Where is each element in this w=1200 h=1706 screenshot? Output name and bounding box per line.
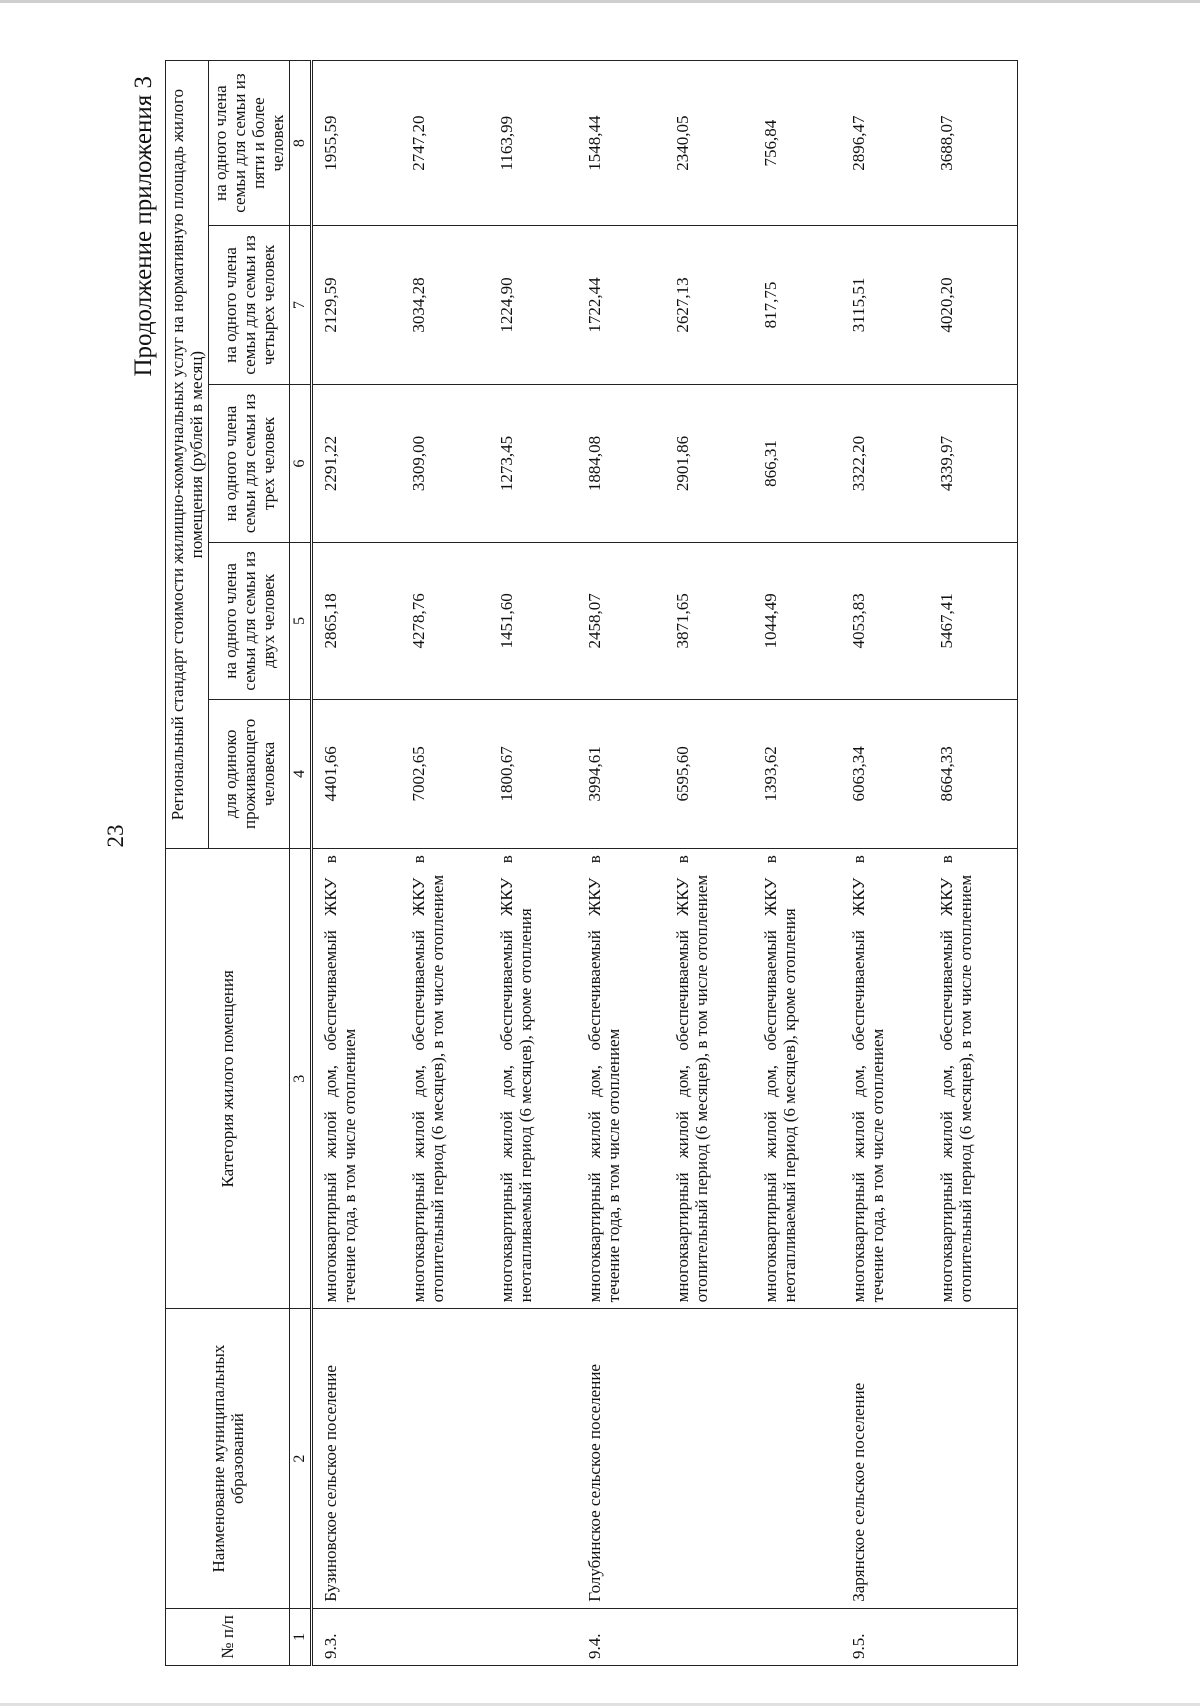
table-row (841, 61, 929, 1666)
column-number: 3 (290, 849, 312, 1309)
value-family-four: 1224,90 (489, 226, 577, 385)
value-family-four: 1722,44 (577, 226, 665, 385)
row-number (665, 1608, 753, 1665)
value-family-five-plus: 1548,44 (577, 61, 665, 226)
housing-category: многоквартирный жилой дом, обеспечиваемый ЖКУ в течение года, в том числе отоплением (841, 849, 929, 1309)
column-number: 2 (290, 1309, 312, 1608)
row-number (929, 1608, 1018, 1665)
table-row (665, 61, 753, 1666)
header-family-three: на одного члена семьи для семьи из трех человек (209, 384, 290, 543)
value-family-five-plus: 1955,59 (312, 61, 402, 226)
value-family-two: 5467,41 (929, 543, 1018, 699)
value-single-person: 6063,34 (841, 699, 929, 849)
value-family-five-plus: 3688,07 (929, 61, 1018, 226)
value-single-person: 7002,65 (401, 699, 489, 849)
municipality-name (401, 1309, 489, 1608)
value-family-three: 4339,97 (929, 384, 1018, 543)
table-row (312, 61, 402, 1666)
value-single-person: 1800,67 (489, 699, 577, 849)
value-family-three: 1273,45 (489, 384, 577, 543)
municipality-name (929, 1309, 1018, 1608)
value-family-five-plus: 2747,20 (401, 61, 489, 226)
value-family-two: 4053,83 (841, 543, 929, 699)
header-regional-standard: Региональный стандарт стоимости жилищно-коммунальных услуг на нормативную площадь жилого помещения (рублей в месяц) (166, 61, 209, 849)
column-number: 5 (290, 543, 312, 699)
value-family-three: 3322,20 (841, 384, 929, 543)
value-family-three: 3309,00 (401, 384, 489, 543)
value-family-four: 2129,59 (312, 226, 402, 385)
housing-category: многоквартирный жилой дом, обеспечиваемый ЖКУ в неотапливаемый период (6 месяцев), кроме отопления (753, 849, 841, 1309)
housing-category: многоквартирный жилой дом, обеспечиваемый ЖКУ в отопительный период (6 месяцев), в том числе отоплением (401, 849, 489, 1309)
municipality-name (489, 1309, 577, 1608)
value-family-two: 1044,49 (753, 543, 841, 699)
header-num: № п/п (166, 1608, 290, 1665)
tariff-table (165, 60, 1018, 1666)
municipality-name: Бузиновское сельское поселение (312, 1309, 402, 1608)
column-number: 1 (290, 1608, 312, 1665)
value-family-five-plus: 2896,47 (841, 61, 929, 226)
header-family-four: на одного члена семьи для семьи из четырех человек (209, 226, 290, 385)
row-number: 9.5. (841, 1608, 929, 1665)
column-number: 8 (290, 61, 312, 226)
housing-category: многоквартирный жилой дом, обеспечиваемый ЖКУ в отопительный период (6 месяцев), в том числе отоплением (929, 849, 1018, 1309)
value-single-person: 1393,62 (753, 699, 841, 849)
header-single-person: для одиноко проживающего человека (209, 699, 290, 849)
annex-title: Продолжение приложения 3 (130, 76, 157, 377)
table-row (577, 61, 665, 1666)
housing-category: многоквартирный жилой дом, обеспечиваемый ЖКУ в неотапливаемый период (6 месяцев), кроме отопления (489, 849, 577, 1309)
municipality-name (753, 1309, 841, 1608)
value-family-two: 4278,76 (401, 543, 489, 699)
value-family-two: 2865,18 (312, 543, 402, 699)
housing-category: многоквартирный жилой дом, обеспечиваемый ЖКУ в течение года, в том числе отоплением (577, 849, 665, 1309)
header-family-two: на одного члена семьи для семьи из двух человек (209, 543, 290, 699)
value-family-four: 3034,28 (401, 226, 489, 385)
value-single-person: 3994,61 (577, 699, 665, 849)
header-category: Категория жилого помещения (166, 849, 290, 1309)
table-row (753, 61, 841, 1666)
housing-category: многоквартирный жилой дом, обеспечиваемый ЖКУ в отопительный период (6 месяцев), в том числе отоплением (665, 849, 753, 1309)
row-number (753, 1608, 841, 1665)
row-number (401, 1608, 489, 1665)
table-row (929, 61, 1018, 1666)
municipality-name: Зарянское сельское поселение (841, 1309, 929, 1608)
header-municipality: Наименование муниципальных образований (166, 1309, 290, 1608)
value-family-two: 3871,65 (665, 543, 753, 699)
municipality-name: Голубинское сельское поселение (577, 1309, 665, 1608)
value-family-five-plus: 2340,05 (665, 61, 753, 226)
housing-category: многоквартирный жилой дом, обеспечиваемый ЖКУ в течение года, в том числе отоплением (312, 849, 402, 1309)
value-family-two: 1451,60 (489, 543, 577, 699)
table-row (489, 61, 577, 1666)
value-family-four: 4020,20 (929, 226, 1018, 385)
row-number: 9.4. (577, 1608, 665, 1665)
value-family-five-plus: 1163,99 (489, 61, 577, 226)
column-number: 6 (290, 384, 312, 543)
value-single-person: 6595,60 (665, 699, 753, 849)
value-family-two: 2458,07 (577, 543, 665, 699)
value-family-four: 817,75 (753, 226, 841, 385)
value-family-three: 1884,08 (577, 384, 665, 543)
row-number: 9.3. (312, 1608, 402, 1665)
value-family-three: 2291,22 (312, 384, 402, 543)
value-family-three: 2901,86 (665, 384, 753, 543)
column-number: 7 (290, 226, 312, 385)
value-family-three: 866,31 (753, 384, 841, 543)
header-family-five-plus: на одного члена семьи для семьи из пяти и более человек (209, 61, 290, 226)
value-family-four: 3115,51 (841, 226, 929, 385)
value-single-person: 8664,33 (929, 699, 1018, 849)
value-family-four: 2627,13 (665, 226, 753, 385)
value-single-person: 4401,66 (312, 699, 402, 849)
municipality-name (665, 1309, 753, 1608)
row-number (489, 1608, 577, 1665)
table-row (401, 61, 489, 1666)
page-number: 23 (103, 824, 128, 848)
column-number: 4 (290, 699, 312, 849)
value-family-five-plus: 756,84 (753, 61, 841, 226)
